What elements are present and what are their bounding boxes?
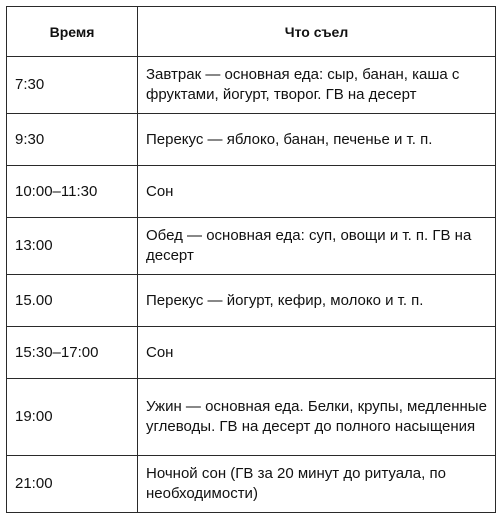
- table-row: [7, 218, 496, 275]
- food-cell: Обед — основная еда: суп, овощи и т. п. ГВ на десерт: [138, 218, 496, 275]
- table-row: [7, 456, 496, 513]
- food-cell: Сон: [138, 327, 496, 379]
- table-row: [7, 327, 496, 379]
- food-cell: Сон: [138, 166, 496, 218]
- time-cell: 10:00–11:30: [7, 166, 138, 218]
- table-row: [7, 114, 496, 166]
- food-cell: Ужин — основная еда. Белки, крупы, медленные углеводы. ГВ на десерт до полного насыщения: [138, 379, 496, 456]
- header-time: Время: [7, 7, 138, 57]
- time-cell: 9:30: [7, 114, 138, 166]
- table-row: [7, 166, 496, 218]
- time-cell: 19:00: [7, 379, 138, 456]
- food-cell: Завтрак — основная еда: сыр, банан, каша с фруктами, йогурт, творог. ГВ на десерт: [138, 57, 496, 114]
- food-cell: Ночной сон (ГВ за 20 минут до ритуала, по необходимости): [138, 456, 496, 513]
- time-cell: 15:30–17:00: [7, 327, 138, 379]
- food-cell: Перекус — яблоко, банан, печенье и т. п.: [138, 114, 496, 166]
- header-food: Что съел: [138, 7, 496, 57]
- table-row: [7, 57, 496, 114]
- table-row: [7, 379, 496, 456]
- time-cell: 15.00: [7, 275, 138, 327]
- time-cell: 21:00: [7, 456, 138, 513]
- time-cell: 13:00: [7, 218, 138, 275]
- time-cell: 7:30: [7, 57, 138, 114]
- food-cell: Перекус — йогурт, кефир, молоко и т. п.: [138, 275, 496, 327]
- schedule-table: [6, 6, 496, 513]
- table-row: [7, 275, 496, 327]
- table-header-row: [7, 7, 496, 57]
